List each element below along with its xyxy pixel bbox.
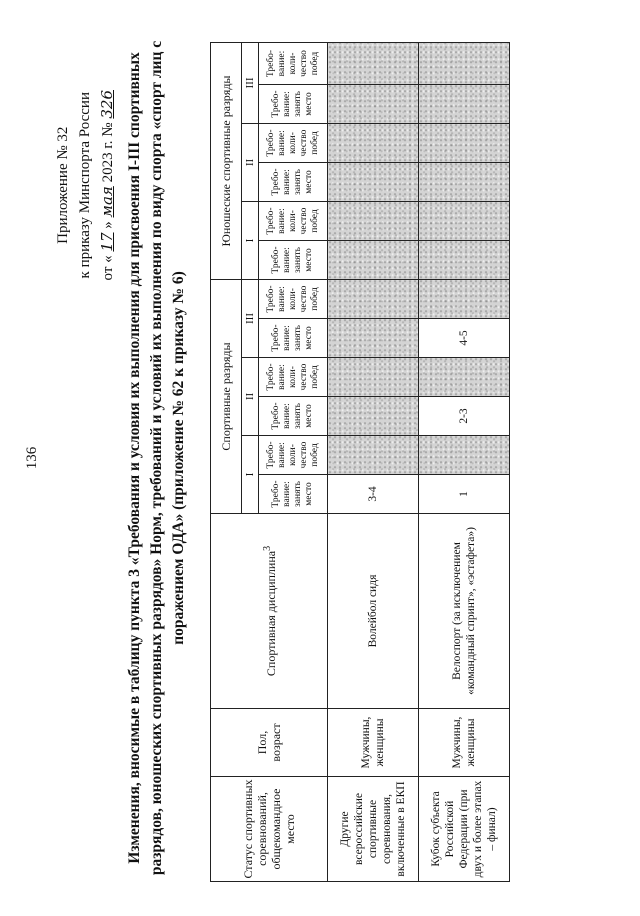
shaded-cell	[328, 241, 419, 280]
req-wins-header: Требо-вание: коли-чество побед	[259, 280, 328, 319]
youth-rank-I: I	[242, 202, 259, 280]
date-day: 17	[98, 232, 116, 252]
page-number: 136	[24, 446, 40, 470]
requirements-table	[210, 42, 510, 882]
shaded-cell	[328, 85, 419, 124]
gender-header: Пол, возраст	[211, 709, 328, 777]
req-wins-header: Требо-вание: коли-чество побед	[259, 436, 328, 475]
date-month: мая	[98, 186, 116, 218]
sport-rank-III-place: 4-5	[419, 319, 510, 358]
order-date	[96, 90, 119, 280]
shaded-cell	[328, 280, 419, 319]
req-wins-header: Требо-вание: коли-чество побед	[259, 202, 328, 241]
gender-cell: Мужчины, женщины	[419, 709, 510, 777]
shaded-cell	[419, 280, 510, 319]
shaded-cell	[328, 202, 419, 241]
table-row	[419, 43, 510, 882]
document-title: Изменения, вносимые в таблицу пункта 3 «Требования и условия их выполнения для присвоения I-III спортивных разрядов, юношеских спортивных разрядов» Норм, требований и условий их выполнения по виду спорта «спорт лиц с поражением ОДА» (приложение № 62 к приказу № 6)	[126, 40, 187, 876]
sport-rank-I-place: 1	[419, 475, 510, 514]
table-row	[328, 43, 419, 882]
req-place-header: Требо-вание: занять место	[259, 397, 328, 436]
shaded-cell	[328, 397, 419, 436]
youth-rank-II: II	[242, 124, 259, 202]
req-place-header: Требо-вание: занять место	[259, 241, 328, 280]
discipline-header-text: Спортивная дисциплина	[263, 550, 278, 677]
appendix-header	[52, 90, 119, 280]
shaded-cell	[328, 124, 419, 163]
sport-ranks-header: Спортивные разряды	[211, 280, 242, 514]
status-cell: Кубок субъекта Российской Федерации (при двух и более этапах – финал)	[419, 777, 510, 882]
shaded-cell	[419, 124, 510, 163]
gender-cell: Мужчины, женщины	[328, 709, 419, 777]
date-prefix: от «	[100, 255, 116, 281]
sport-rank-I-place: 3-4	[328, 475, 419, 514]
discipline-cell: Волейбол сидя	[328, 514, 419, 709]
shaded-cell	[328, 163, 419, 202]
shaded-cell	[328, 319, 419, 358]
sport-rank-I: I	[242, 436, 259, 514]
youth-ranks-header: Юношеские спортивные разряды	[211, 43, 242, 280]
status-header: Статус спортивных соревнований, общекомандное место	[211, 777, 328, 882]
discipline-header	[211, 514, 328, 709]
shaded-cell	[328, 358, 419, 397]
youth-rank-III: III	[242, 43, 259, 124]
sport-rank-II-place: 2-3	[419, 397, 510, 436]
shaded-cell	[328, 436, 419, 475]
req-wins-header: Требо-вание: коли-чество побед	[259, 43, 328, 85]
shaded-cell	[419, 241, 510, 280]
req-wins-header: Требо-вание: коли-чество побед	[259, 358, 328, 397]
req-place-header: Требо-вание: занять место	[259, 163, 328, 202]
order-label: к приказу Минспорта России	[77, 92, 93, 279]
discipline-cell: Велоспорт (за исключением «командный спринт», «эстафета»)	[419, 514, 510, 709]
shaded-cell	[419, 43, 510, 85]
shaded-cell	[328, 43, 419, 85]
req-place-header: Требо-вание: занять место	[259, 319, 328, 358]
sport-rank-II: II	[242, 358, 259, 436]
req-place-header: Требо-вание: занять место	[259, 85, 328, 124]
date-year: 2023 г. №	[100, 122, 116, 183]
shaded-cell	[419, 358, 510, 397]
appendix-label: Приложение № 32	[55, 126, 71, 244]
req-wins-header: Требо-вание: коли-чество побед	[259, 124, 328, 163]
shaded-cell	[419, 202, 510, 241]
shaded-cell	[419, 436, 510, 475]
discipline-footnote: 3	[261, 545, 273, 551]
date-mid: »	[100, 221, 116, 229]
status-cell: Другие всероссийские спортивные соревнования, включенные в ЕКП	[328, 777, 419, 882]
req-place-header: Требо-вание: занять место	[259, 475, 328, 514]
order-number: 326	[98, 90, 116, 119]
header-row-1	[211, 43, 242, 882]
shaded-cell	[419, 163, 510, 202]
sport-rank-III: III	[242, 280, 259, 358]
shaded-cell	[419, 85, 510, 124]
